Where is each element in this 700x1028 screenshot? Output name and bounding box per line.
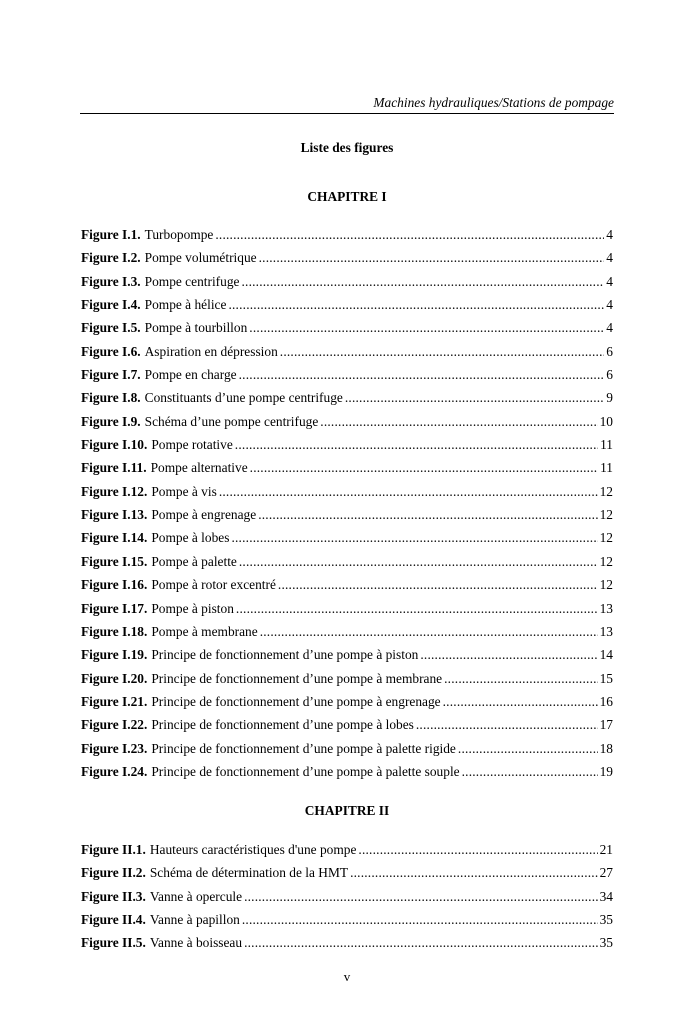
page-ref: 6 (606, 367, 613, 383)
chapter-1-figure-list (81, 227, 613, 787)
page-ref: 14 (599, 647, 613, 663)
dot-leader (250, 460, 598, 476)
toc-entry[interactable] (81, 741, 613, 764)
figure-title: Pompe à engrenage (151, 507, 257, 523)
page-ref: 15 (599, 670, 613, 686)
dot-leader (416, 717, 598, 733)
toc-entry[interactable] (81, 274, 613, 297)
figure-label: Figure I.17. (81, 600, 148, 616)
figure-label: Figure II.1. (81, 842, 146, 857)
header-rule (80, 113, 614, 114)
toc-entry[interactable] (81, 935, 613, 958)
toc-entry[interactable] (81, 437, 613, 460)
page-ref: 4 (606, 320, 613, 336)
figure-title: Aspiration en dépression (144, 343, 278, 359)
dot-leader (249, 320, 604, 336)
toc-entry[interactable] (81, 320, 613, 343)
dot-leader (278, 577, 598, 593)
page-number: v (343, 969, 351, 984)
figure-title: Pompe à palette (151, 553, 237, 569)
dot-leader (215, 227, 604, 243)
dot-leader (458, 741, 598, 757)
chapter-2-figure-list (81, 842, 613, 959)
toc-entry[interactable] (81, 577, 613, 600)
page-ref: 4 (606, 273, 613, 289)
page-ref: 4 (606, 250, 613, 266)
toc-entry[interactable] (81, 889, 613, 912)
figure-label: Figure I.9. (81, 413, 141, 429)
figure-label: Figure I.23. (81, 740, 148, 756)
figure-label: Figure I.21. (81, 693, 148, 709)
dot-leader (345, 390, 604, 406)
page-ref: 4 (606, 227, 613, 242)
toc-entry[interactable] (81, 530, 613, 553)
figure-title: Pompe à tourbillon (144, 320, 248, 336)
figure-title: Pompe à hélice (144, 297, 227, 313)
dot-leader (260, 624, 598, 640)
figure-title: Pompe alternative (150, 460, 248, 476)
page-ref: 9 (606, 390, 613, 406)
figure-title: Pompe à vis (151, 483, 217, 499)
chapter-2-title: CHAPITRE II (304, 803, 390, 818)
figure-title: Pompe centrifuge (144, 273, 240, 289)
figure-title: Principe de fonctionnement d’une pompe à palette rigide (151, 740, 456, 756)
figure-label: Figure I.22. (81, 717, 148, 733)
dot-leader (258, 507, 597, 523)
figure-label: Figure I.16. (81, 577, 148, 593)
toc-entry[interactable] (81, 460, 613, 483)
page-ref: 12 (599, 507, 613, 523)
dot-leader (244, 889, 598, 905)
dot-leader (236, 601, 598, 617)
page-ref: 6 (606, 343, 613, 359)
figure-label: Figure I.6. (81, 343, 141, 359)
page-ref: 18 (599, 740, 613, 756)
figure-label: Figure I.4. (81, 297, 141, 313)
figure-label: Figure I.14. (81, 530, 148, 546)
toc-entry[interactable] (81, 647, 613, 670)
figure-title: Pompe à rotor excentré (151, 577, 276, 593)
toc-entry[interactable] (81, 390, 613, 413)
toc-entry[interactable] (81, 250, 613, 273)
toc-entry[interactable] (81, 842, 613, 865)
figure-label: Figure II.5. (81, 935, 146, 951)
figure-label: Figure I.24. (81, 763, 148, 779)
toc-entry[interactable] (81, 344, 613, 367)
toc-entry[interactable] (81, 227, 613, 250)
page-ref: 10 (599, 413, 613, 429)
figure-label: Figure I.13. (81, 507, 148, 523)
figure-title: Principe de fonctionnement d’une pompe à lobes (151, 717, 414, 733)
figure-label: Figure II.2. (81, 865, 146, 881)
figure-title: Pompe rotative (151, 437, 233, 453)
figure-label: Figure I.18. (81, 623, 148, 639)
page-ref: 13 (599, 623, 613, 639)
dot-leader (228, 297, 604, 313)
toc-entry[interactable] (81, 601, 613, 624)
chapter-1-title: CHAPITRE I (307, 189, 387, 204)
page-ref: 12 (599, 553, 613, 569)
figure-label: Figure I.15. (81, 553, 148, 569)
figure-label: Figure II.3. (81, 888, 146, 904)
figure-label: Figure I.10. (81, 437, 148, 453)
figure-label: Figure I.12. (81, 483, 148, 499)
running-header: Machines hydrauliques/Stations de pompage (373, 95, 614, 110)
figure-label: Figure I.20. (81, 670, 148, 686)
figure-title: Schéma de détermination de la HMT (149, 865, 349, 881)
figure-title: Principe de fonctionnement d’une pompe à membrane (151, 670, 443, 686)
list-title: Liste des figures (300, 140, 394, 155)
toc-entry[interactable] (81, 865, 613, 888)
dot-leader (242, 912, 598, 928)
dot-leader (244, 935, 598, 951)
toc-entry[interactable] (81, 624, 613, 647)
figure-title: Pompe volumétrique (144, 250, 257, 266)
figure-label: Figure I.7. (81, 367, 141, 383)
figure-title: Constituants d’une pompe centrifuge (144, 390, 343, 406)
toc-entry[interactable] (81, 671, 613, 694)
figure-label: Figure I.2. (81, 250, 141, 266)
figure-label: Figure II.4. (81, 912, 146, 928)
toc-entry[interactable] (81, 414, 613, 437)
page-ref: 12 (599, 483, 613, 499)
page-ref: 16 (599, 693, 613, 709)
figure-title: Schéma d’une pompe centrifuge (144, 413, 319, 429)
figure-title: Hauteurs caractéristiques d'une pompe (149, 842, 357, 857)
page-ref: 11 (600, 460, 613, 476)
page-ref: 27 (599, 865, 613, 881)
dot-leader (462, 764, 598, 780)
figure-title: Vanne à boisseau (149, 935, 243, 951)
dot-leader (241, 274, 604, 290)
figure-title: Principe de fonctionnement d’une pompe à palette souple (151, 763, 460, 779)
figure-title: Pompe à membrane (151, 623, 258, 639)
dot-leader (259, 250, 605, 266)
page-ref: 34 (599, 888, 613, 904)
page-ref: 4 (606, 297, 613, 313)
dot-leader (444, 671, 597, 687)
page-ref: 13 (599, 600, 613, 616)
dot-leader (320, 414, 597, 430)
figure-title: Vanne à papillon (149, 912, 240, 928)
figure-title: Pompe en charge (144, 367, 237, 383)
figure-title: Pompe à lobes (151, 530, 230, 546)
toc-entry[interactable] (81, 764, 613, 787)
figure-title: Principe de fonctionnement d’une pompe à piston (151, 647, 419, 663)
dot-leader (350, 865, 598, 881)
toc-entry[interactable] (81, 484, 613, 507)
page-ref: 21 (599, 842, 613, 857)
toc-entry[interactable] (81, 912, 613, 935)
dot-leader (235, 437, 598, 453)
toc-entry[interactable] (81, 367, 613, 390)
dot-leader (219, 484, 598, 500)
figure-label: Figure I.8. (81, 390, 141, 406)
figure-title: Turbopompe (144, 227, 214, 242)
figure-label: Figure I.11. (81, 460, 147, 476)
page-ref: 12 (599, 577, 613, 593)
toc-entry[interactable] (81, 717, 613, 740)
dot-leader (443, 694, 598, 710)
figure-title: Vanne à opercule (149, 888, 243, 904)
dot-leader (420, 647, 597, 663)
toc-entry[interactable] (81, 694, 613, 717)
dot-leader (280, 344, 605, 360)
page-ref: 19 (599, 763, 613, 779)
toc-entry[interactable] (81, 554, 613, 577)
page-ref: 11 (600, 437, 613, 453)
dot-leader (358, 842, 597, 858)
figure-label: Figure I.5. (81, 320, 141, 336)
dot-leader (239, 367, 605, 383)
page-ref: 35 (599, 912, 613, 928)
page-ref: 17 (599, 717, 613, 733)
page-ref: 35 (599, 935, 613, 951)
dot-leader (231, 530, 597, 546)
figure-label: Figure I.3. (81, 273, 141, 289)
dot-leader (239, 554, 598, 570)
figure-label: Figure I.19. (81, 647, 148, 663)
toc-entry[interactable] (81, 507, 613, 530)
figure-label: Figure I.1. (81, 227, 141, 242)
figure-title: Pompe à piston (151, 600, 234, 616)
toc-entry[interactable] (81, 297, 613, 320)
figure-title: Principe de fonctionnement d’une pompe à engrenage (151, 693, 441, 709)
page-ref: 12 (599, 530, 613, 546)
